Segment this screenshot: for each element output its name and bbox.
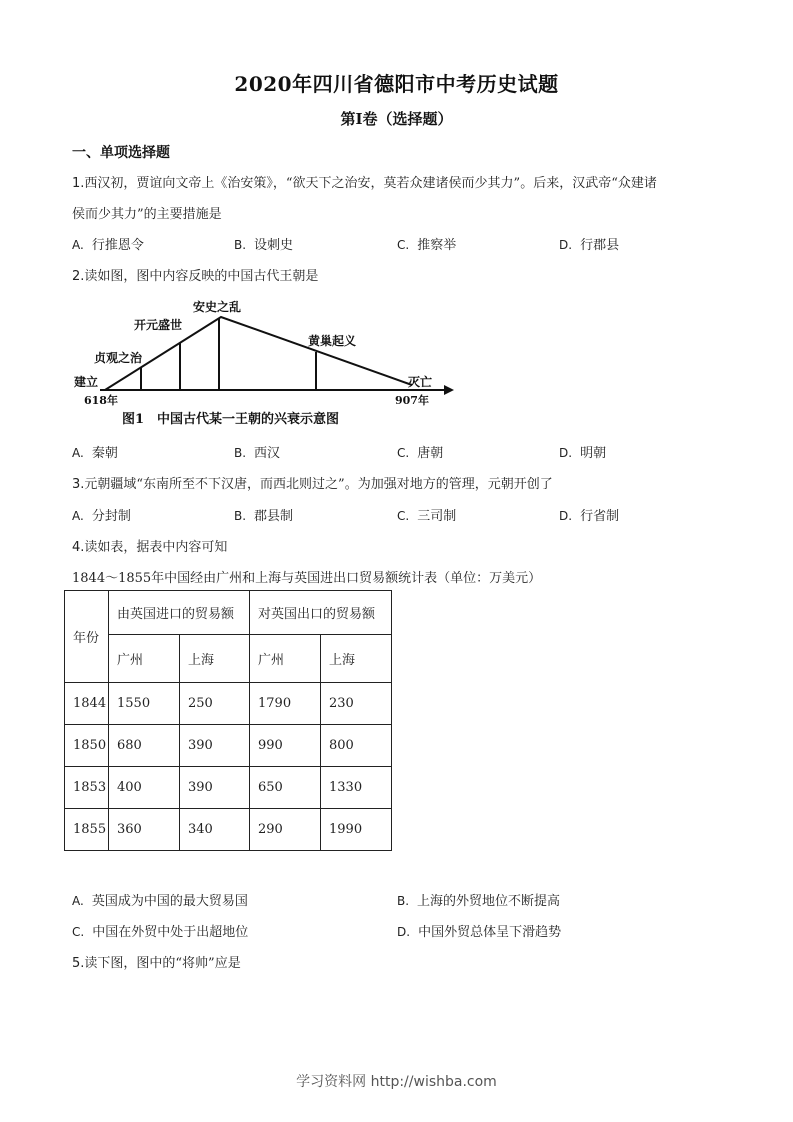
subheader-cell: 上海	[180, 635, 250, 683]
table-header-row	[65, 591, 392, 635]
q2-option-d: D. 明朝	[559, 446, 607, 461]
question-3	[72, 473, 553, 492]
label-zhenguan: 贞观之治	[94, 351, 143, 365]
table-cell: 680	[109, 725, 180, 767]
question-2	[72, 265, 318, 284]
table-cell: 250	[180, 683, 250, 725]
table-cell: 1330	[321, 767, 392, 809]
table-cell: 990	[250, 725, 321, 767]
footer-watermark: 学习资料网 http://wishba.com	[296, 1074, 497, 1090]
q4-option-b: B. 上海的外贸地位不断提高	[397, 894, 561, 909]
table-cell: 1855	[65, 809, 109, 851]
import-header: 由英国进口的贸易额	[109, 591, 250, 635]
q3-option-a: A. 分封制	[72, 509, 131, 524]
table-row	[65, 683, 392, 725]
question-3-text: 元朝疆域“东南所至不下汉唐，而西北则过之”。为加强对地方的管理，元朝开创了	[84, 477, 553, 492]
q2-option-a: A. 秦朝	[72, 446, 118, 461]
export-header: 对英国出口的贸易额	[250, 591, 392, 635]
subheader-cell: 广州	[109, 635, 180, 683]
dynasty-rise-fall-diagram	[72, 296, 462, 432]
table-cell: 290	[250, 809, 321, 851]
q1-option-b: B. 设刺史	[234, 238, 294, 253]
q2-option-b: B. 西汉	[234, 446, 281, 461]
table-cell: 360	[109, 809, 180, 851]
question-5-text: 读下图，图中的“将帅”应是	[84, 956, 241, 971]
table-cell: 650	[250, 767, 321, 809]
table-cell: 340	[180, 809, 250, 851]
table-cell: 390	[180, 725, 250, 767]
label-anshi: 安史之乱	[193, 300, 242, 314]
question-3-number: 3.	[72, 477, 85, 492]
label-founding: 建立	[74, 375, 99, 389]
trade-statistics-table	[64, 590, 392, 851]
question-4-text: 读如表，据表中内容可知	[84, 540, 228, 555]
table-row	[65, 725, 392, 767]
table-row	[65, 809, 392, 851]
question-1-line-1	[72, 172, 657, 191]
table-cell: 400	[109, 767, 180, 809]
q1-option-a: A. 行推恩令	[72, 238, 144, 253]
section-heading: 一、单项选择题	[72, 145, 170, 161]
question-5	[72, 952, 241, 971]
axis-arrowhead	[444, 385, 454, 395]
q4-option-d: D. 中国外贸总体呈下滑趋势	[397, 925, 562, 940]
q3-option-b: B. 郡县制	[234, 509, 294, 524]
label-start-year: 618年	[84, 394, 118, 407]
table-cell: 1853	[65, 767, 109, 809]
subheader-cell: 广州	[250, 635, 321, 683]
label-fall: 灭亡	[408, 375, 433, 389]
year-header: 年份	[65, 591, 109, 683]
q4-option-a: A. 英国成为中国的最大贸易国	[72, 894, 248, 909]
q1-option-d: D. 行郡县	[559, 238, 620, 253]
label-kaiyuan: 开元盛世	[134, 318, 183, 332]
table-cell: 800	[321, 725, 392, 767]
table-subheader-row	[65, 635, 392, 683]
label-end-year: 907年	[395, 394, 429, 407]
table-cell: 230	[321, 683, 392, 725]
question-1-number: 1.	[72, 176, 85, 191]
question-1-text: 西汉初，贾谊向文帝上《治安策》，“欲天下之治安，莫若众建诸侯而少其力”。后来，汉武帝“众建诸	[84, 176, 657, 191]
label-huangchao: 黄巢起义	[308, 334, 357, 348]
volume-subtitle: 第Ⅰ卷（选择题）	[340, 110, 453, 128]
table-cell: 1550	[109, 683, 180, 725]
table-cell: 1990	[321, 809, 392, 851]
question-4-number: 4.	[72, 540, 85, 555]
table-title: 1844～1855年中国经由广州和上海与英国进出口贸易额统计表（单位：万美元）	[72, 571, 542, 586]
subheader-cell: 上海	[321, 635, 392, 683]
diagram-caption: 图1 中国古代某一王朝的兴衰示意图	[122, 412, 340, 427]
table-cell: 390	[180, 767, 250, 809]
question-2-text: 读如图，图中内容反映的中国古代王朝是	[84, 269, 319, 284]
table-cell: 1844	[65, 683, 109, 725]
table-cell: 1790	[250, 683, 321, 725]
q4-option-c: C. 中国在外贸中处于出超地位	[72, 925, 249, 940]
table-cell: 1850	[65, 725, 109, 767]
q1-option-c: C. 推察举	[397, 238, 457, 253]
question-4	[72, 536, 227, 555]
exam-title: 2020年四川省德阳市中考历史试题	[234, 72, 559, 96]
q2-option-c: C. 唐朝	[397, 446, 444, 461]
q3-option-d: D. 行省制	[559, 509, 620, 524]
question-5-number: 5.	[72, 956, 85, 971]
question-1-line-2: 侯而少其力”的主要措施是	[72, 207, 222, 222]
question-2-number: 2.	[72, 269, 85, 284]
q3-option-c: C. 三司制	[397, 509, 457, 524]
table-row	[65, 767, 392, 809]
